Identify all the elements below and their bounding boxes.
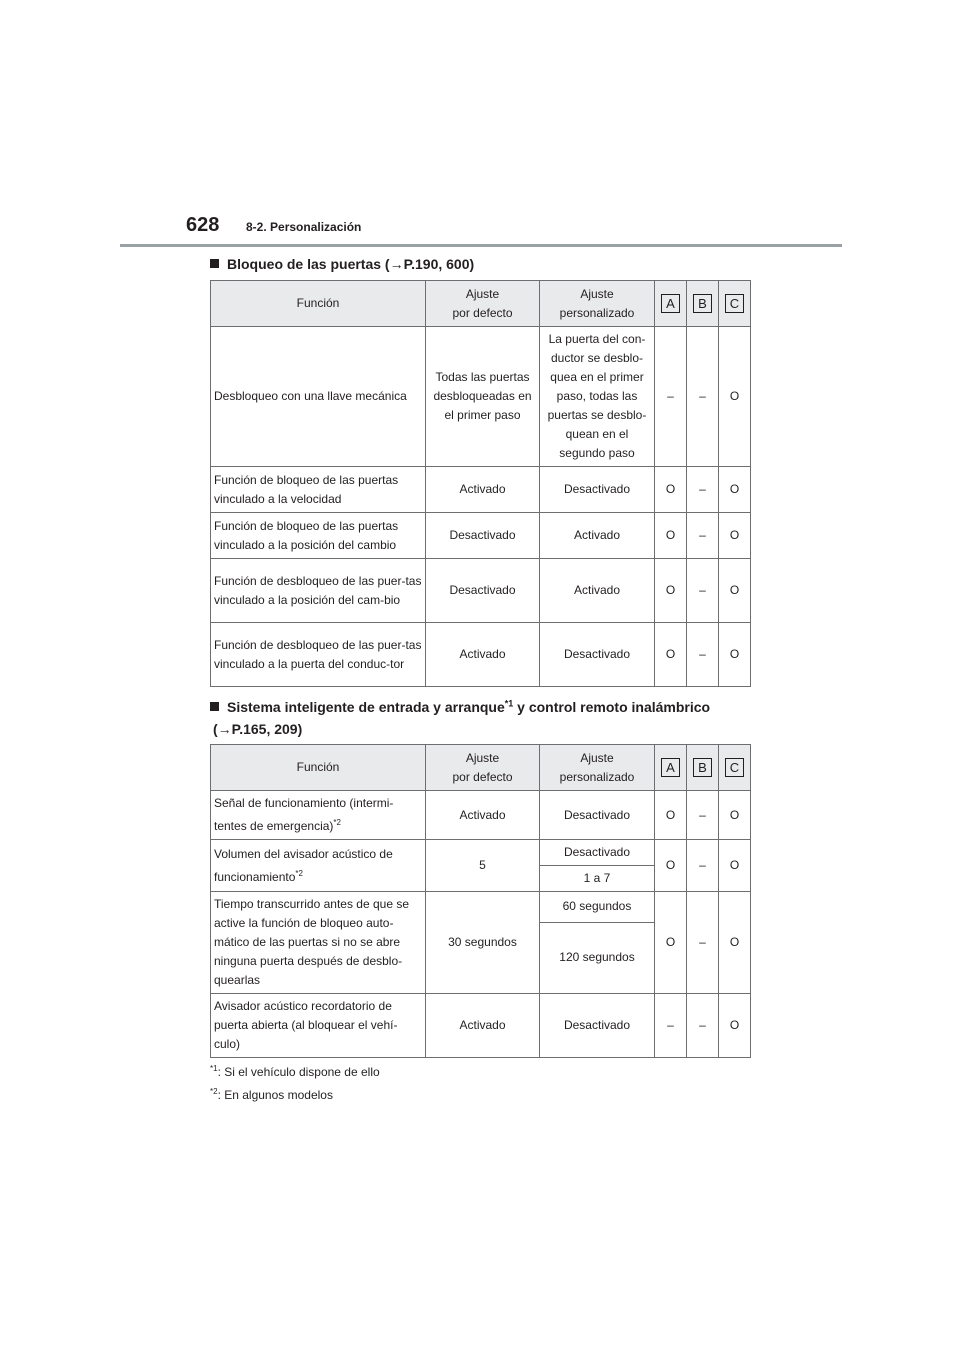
table-row: Desbloqueo con una llave mecánica Todas las puertas desbloqueadas en el primer paso La puerta del con-ductor se desblo-quea en el primer paso, todas las puertas se desblo-quean en el segundo paso – – O: [211, 327, 751, 467]
bullet-square-icon: [210, 702, 219, 711]
section1-heading: [210, 253, 474, 275]
col-c: C: [719, 281, 751, 327]
table-row: Avisador acústico recordatorio de puerta abierta (al bloquear el vehí-culo) Activado Desactivado – – O: [211, 994, 751, 1058]
table-row: 120 segundos: [211, 922, 751, 993]
table-row: Volumen del avisador acústico de funcionamiento$^{*2}$ 5 Desactivado O – O: [211, 840, 751, 866]
col-funcion: Función: [211, 281, 426, 327]
col-custom: Ajuste personalizado: [540, 745, 655, 791]
table-row: Función de desbloqueo de las puer-tas vinculado a la posición del cam-bio Desactivado Activado O – O: [211, 559, 751, 623]
table-header-row: [211, 281, 751, 327]
section-label: 8-2. Personalización: [246, 220, 362, 234]
section2-title-line2: (→P.165, 209): [213, 721, 303, 737]
table-row: 1 a 7: [211, 866, 751, 892]
footnote-1: $^{*1}$: Si el vehículo dispone de ello: [210, 1064, 380, 1079]
page-number: 628: [186, 214, 220, 236]
table-row: Función de bloqueo de las puertas vinculado a la velocidad Activado Desactivado O – O: [211, 467, 751, 513]
section1-title: Bloqueo de las puertas (→P.190, 600): [227, 256, 475, 272]
table-row: Función de desbloqueo de las puer-tas vinculado a la puerta del conduc-tor Activado Desactivado O – O: [211, 623, 751, 687]
col-custom: Ajuste personalizado: [540, 281, 655, 327]
col-a: A: [655, 281, 687, 327]
col-funcion: Función: [211, 745, 426, 791]
table-header-row: [211, 745, 751, 791]
table-row: Tiempo transcurrido antes de que se active la función de bloqueo auto-mático de las puertas si no se abre ninguna puerta después de desblo-quearlas 30 segundos 60 segundos O – O: [211, 892, 751, 923]
table-row: Función de bloqueo de las puertas vinculado a la posición del cambio Desactivado Activado O – O: [211, 513, 751, 559]
col-default: Ajuste por defecto: [426, 281, 540, 327]
section2-heading: Sistema inteligente de entrada y arranque$^{*1}$ y control remoto inalámbrico (→P.165, 209): [210, 696, 710, 740]
table-smart-entry: [210, 744, 751, 1058]
header-rule: [120, 244, 842, 247]
col-c: C: [719, 745, 751, 791]
table-row: Señal de funcionamiento (intermi-tentes de emergencia)$^{*2}$ Activado Desactivado O – O: [211, 791, 751, 840]
table-door-lock: [210, 280, 751, 687]
col-default: Ajuste por defecto: [426, 745, 540, 791]
col-b: B: [687, 745, 719, 791]
bullet-square-icon: [210, 259, 219, 268]
col-b: B: [687, 281, 719, 327]
col-a: A: [655, 745, 687, 791]
footnote-2: $^{*2}$: En algunos modelos: [210, 1087, 333, 1102]
